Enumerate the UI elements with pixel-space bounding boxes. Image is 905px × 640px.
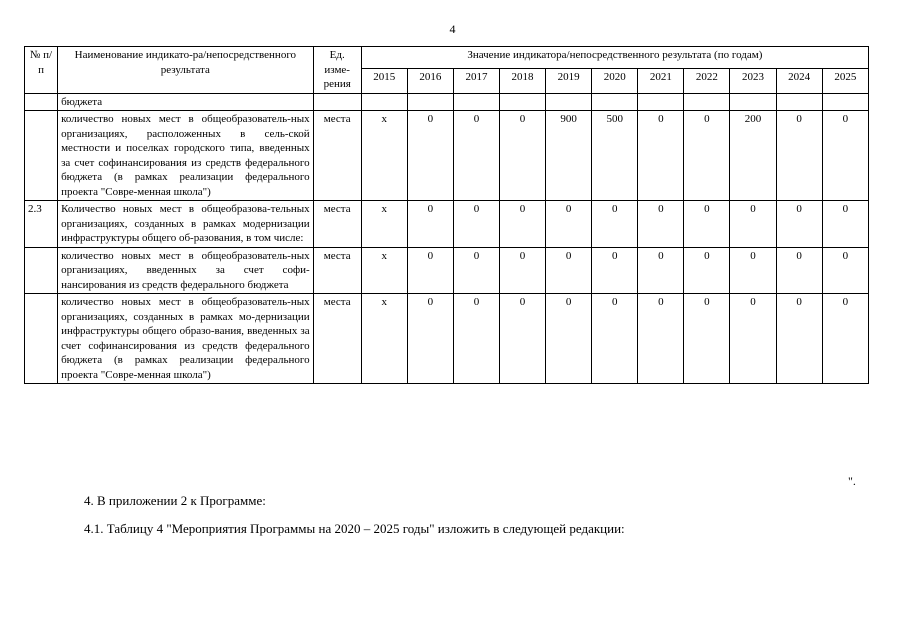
year-header: 2015 bbox=[361, 68, 407, 93]
row-value: 0 bbox=[684, 111, 730, 201]
row-value: 0 bbox=[453, 294, 499, 384]
year-header: 2020 bbox=[592, 68, 638, 93]
row-value: 0 bbox=[546, 294, 592, 384]
row-value: 0 bbox=[638, 111, 684, 201]
row-value: 0 bbox=[822, 111, 868, 201]
row-name: бюджета bbox=[58, 93, 314, 111]
row-value: 0 bbox=[730, 294, 776, 384]
table-row bbox=[25, 294, 869, 384]
row-value: 0 bbox=[684, 294, 730, 384]
paragraph-1: 4. В приложении 2 к Программе: bbox=[84, 493, 266, 508]
year-header: 2019 bbox=[546, 68, 592, 93]
row-value: 0 bbox=[776, 294, 822, 384]
row-value: 0 bbox=[638, 247, 684, 294]
row-name: количество новых мест в общеобразователь-ных организациях, расположенных в сель-ской местности и поселках городского типа, введенных за счет софинансирования из средств федерального бюджета (в рамках реализации федерального проекта "Совре-менная школа") bbox=[58, 111, 314, 201]
header-num: № п/п bbox=[25, 47, 58, 94]
row-name: количество новых мест в общеобразователь-ных организациях, введенных за счет софи-нансирования из средств федерального бюджета bbox=[58, 247, 314, 294]
row-value: 0 bbox=[407, 111, 453, 201]
row-name: количество новых мест в общеобразователь-ных организациях, созданных в рамках мо-дернизации инфраструктуры общего образо-вания, введенных за счет софинансирования из средств федерального бюджета (в рамках реализации федерального проекта "Совре-менная школа") bbox=[58, 294, 314, 384]
row-value: 0 bbox=[500, 111, 546, 201]
row-value: 0 bbox=[684, 247, 730, 294]
row-unit: места bbox=[313, 111, 361, 201]
row-unit: места bbox=[313, 201, 361, 248]
row-value: 0 bbox=[730, 247, 776, 294]
row-value: 0 bbox=[638, 294, 684, 384]
year-header: 2023 bbox=[730, 68, 776, 93]
row-name: Количество новых мест в общеобразова-тельных организациях, созданных в рамках модернизации инфраструктуры общего об-разования, в том числе: bbox=[58, 201, 314, 248]
row-value: 0 bbox=[546, 201, 592, 248]
row-value bbox=[684, 93, 730, 111]
year-header: 2021 bbox=[638, 68, 684, 93]
row-value: х bbox=[361, 247, 407, 294]
row-value bbox=[822, 93, 868, 111]
row-value bbox=[361, 93, 407, 111]
paragraph-2: 4.1. Таблицу 4 "Мероприятия Программы на 2020 – 2025 годы" изложить в следующей редакции: bbox=[84, 521, 625, 536]
page-number: 4 bbox=[449, 22, 456, 36]
row-value bbox=[453, 93, 499, 111]
row-value: 0 bbox=[822, 247, 868, 294]
header-unit: Ед. изме-рения bbox=[313, 47, 361, 94]
row-value: 0 bbox=[500, 247, 546, 294]
row-value: 0 bbox=[407, 294, 453, 384]
row-value: 0 bbox=[453, 247, 499, 294]
indicator-table bbox=[24, 46, 869, 384]
table-row bbox=[25, 111, 869, 201]
row-value: 0 bbox=[776, 247, 822, 294]
row-value: 0 bbox=[546, 247, 592, 294]
row-value: 200 bbox=[730, 111, 776, 201]
row-value: 0 bbox=[453, 201, 499, 248]
row-value: х bbox=[361, 294, 407, 384]
row-num bbox=[25, 93, 58, 111]
row-value: 0 bbox=[638, 201, 684, 248]
row-unit bbox=[313, 93, 361, 111]
year-header: 2024 bbox=[776, 68, 822, 93]
table-row bbox=[25, 93, 869, 111]
row-value: 0 bbox=[592, 294, 638, 384]
year-header: 2016 bbox=[407, 68, 453, 93]
year-header: 2017 bbox=[453, 68, 499, 93]
row-value: 500 bbox=[592, 111, 638, 201]
row-value: 0 bbox=[592, 201, 638, 248]
row-value: 0 bbox=[453, 111, 499, 201]
row-value bbox=[730, 93, 776, 111]
year-header: 2022 bbox=[684, 68, 730, 93]
row-value: х bbox=[361, 201, 407, 248]
year-header: 2018 bbox=[500, 68, 546, 93]
row-value: 0 bbox=[500, 201, 546, 248]
row-value: 0 bbox=[407, 247, 453, 294]
row-value bbox=[546, 93, 592, 111]
row-value: 0 bbox=[592, 247, 638, 294]
row-num bbox=[25, 247, 58, 294]
row-value bbox=[500, 93, 546, 111]
row-value bbox=[407, 93, 453, 111]
table-row bbox=[25, 201, 869, 248]
table-body bbox=[25, 93, 869, 384]
header-values: Значение индикатора/непосредственного результата (по годам) bbox=[361, 47, 868, 69]
row-unit: места bbox=[313, 294, 361, 384]
row-value: 0 bbox=[776, 201, 822, 248]
row-value bbox=[776, 93, 822, 111]
row-num: 2.3 bbox=[25, 201, 58, 248]
row-value bbox=[592, 93, 638, 111]
row-num bbox=[25, 111, 58, 201]
row-unit: места bbox=[313, 247, 361, 294]
row-value: 0 bbox=[407, 201, 453, 248]
row-num bbox=[25, 294, 58, 384]
row-value: 0 bbox=[500, 294, 546, 384]
year-header: 2025 bbox=[822, 68, 868, 93]
row-value: 0 bbox=[776, 111, 822, 201]
row-value: 0 bbox=[730, 201, 776, 248]
row-value: 900 bbox=[546, 111, 592, 201]
row-value: 0 bbox=[822, 201, 868, 248]
table-row bbox=[25, 247, 869, 294]
row-value: 0 bbox=[822, 294, 868, 384]
row-value bbox=[638, 93, 684, 111]
row-value: х bbox=[361, 111, 407, 201]
row-value: 0 bbox=[684, 201, 730, 248]
header-name: Наименование индикато-ра/непосредственного результата bbox=[58, 47, 314, 94]
closing-quote: ". bbox=[848, 474, 856, 488]
